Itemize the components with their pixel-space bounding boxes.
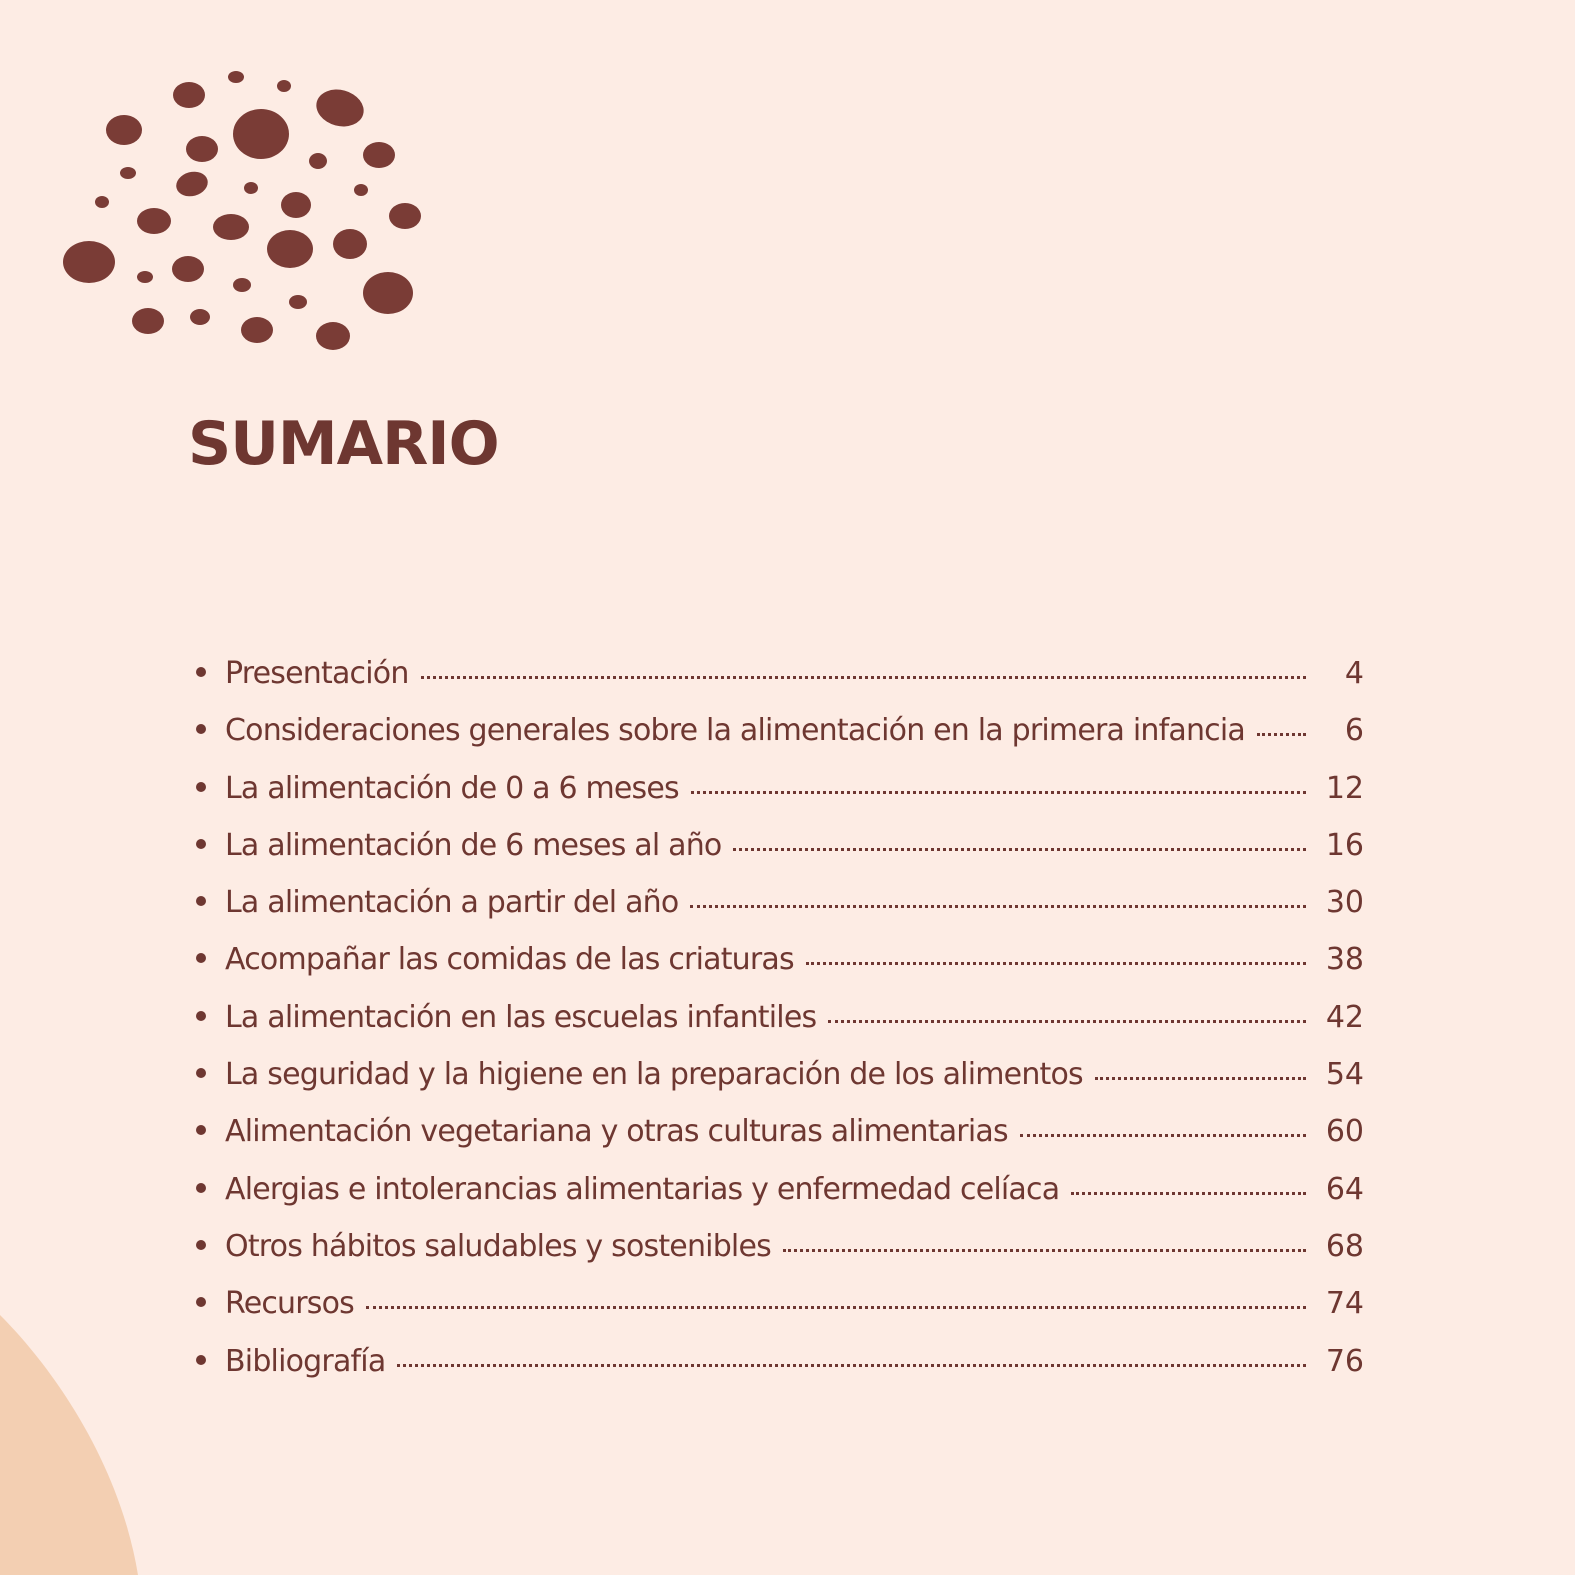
dot-leader — [1257, 733, 1306, 736]
toc-entry — [196, 1286, 1364, 1343]
toc-entry — [196, 1000, 1364, 1057]
toc-entry — [196, 885, 1364, 942]
dot-leader — [1095, 1077, 1306, 1080]
toc-entry — [196, 828, 1364, 885]
toc-entry-page-number: 68 — [1325, 1228, 1364, 1264]
toc-entry-page-number: 30 — [1325, 885, 1364, 921]
bullet-icon — [196, 782, 206, 792]
toc-entry-label: La alimentación en las escuelas infantiles — [225, 999, 817, 1035]
bullet-icon — [196, 1183, 206, 1193]
dot-leader — [1020, 1134, 1306, 1137]
toc-entry — [196, 656, 1364, 713]
bullet-icon — [196, 1011, 206, 1021]
toc-entry — [196, 1057, 1364, 1114]
toc-entry-label: Acompañar las comidas de las criaturas — [225, 942, 794, 978]
dot-leader — [828, 1020, 1306, 1023]
bullet-icon — [196, 1355, 206, 1365]
toc-entry — [196, 1344, 1364, 1401]
bullet-icon — [196, 839, 206, 849]
bullet-icon — [196, 667, 206, 677]
bullet-icon — [196, 1068, 206, 1078]
dot-leader — [366, 1306, 1306, 1309]
toc-entry-page-number: 54 — [1325, 1057, 1364, 1093]
toc-entry-page-number: 64 — [1325, 1171, 1364, 1207]
toc-entry-label: La seguridad y la higiene en la preparación de los alimentos — [225, 1057, 1083, 1093]
dot-leader — [397, 1364, 1306, 1367]
dot-leader — [421, 676, 1306, 679]
table-of-contents — [196, 656, 1364, 1401]
toc-entry-label: La alimentación de 6 meses al año — [225, 827, 722, 863]
toc-entry-page-number: 16 — [1325, 827, 1364, 863]
toc-entry-page-number: 76 — [1325, 1343, 1364, 1379]
toc-entry-page-number: 60 — [1325, 1114, 1364, 1150]
toc-entry — [196, 771, 1364, 828]
page-title: SUMARIO — [188, 409, 499, 479]
toc-entry — [196, 1172, 1364, 1229]
toc-entry-page-number: 6 — [1344, 713, 1364, 749]
dot-leader — [690, 905, 1306, 908]
dot-leader — [733, 848, 1306, 851]
toc-entry-page-number: 12 — [1325, 770, 1364, 806]
bullet-icon — [196, 953, 206, 963]
toc-entry-label: Recursos — [225, 1286, 355, 1322]
bullet-icon — [196, 1240, 206, 1250]
peach-curve-shape — [0, 1315, 160, 1575]
dot-cluster-graphic — [0, 0, 460, 380]
bullet-icon — [196, 724, 206, 734]
toc-entry — [196, 1229, 1364, 1286]
toc-entry — [196, 713, 1364, 770]
toc-entry — [196, 1114, 1364, 1171]
dot-leader — [691, 791, 1306, 794]
toc-entry-label: Otros hábitos saludables y sostenibles — [225, 1228, 771, 1264]
toc-entry-label: Alimentación vegetariana y otras culturas alimentarias — [225, 1114, 1008, 1150]
toc-entry — [196, 942, 1364, 999]
toc-entry-label: Consideraciones generales sobre la alimentación en la primera infancia — [225, 713, 1245, 749]
bullet-icon — [196, 896, 206, 906]
dot-leader — [783, 1249, 1306, 1252]
bullet-icon — [196, 1125, 206, 1135]
toc-entry-label: Presentación — [225, 656, 409, 691]
toc-entry-page-number: 4 — [1344, 656, 1364, 691]
toc-entry-page-number: 38 — [1325, 942, 1364, 978]
bullet-icon — [196, 1297, 206, 1307]
dot-leader — [806, 962, 1306, 965]
toc-entry-page-number: 74 — [1325, 1286, 1364, 1322]
toc-entry-label: La alimentación a partir del año — [225, 885, 679, 921]
toc-entry-page-number: 42 — [1325, 999, 1364, 1035]
toc-entry-label: Alergias e intolerancias alimentarias y enfermedad celíaca — [225, 1171, 1060, 1207]
toc-entry-label: Bibliografía — [225, 1343, 386, 1379]
dot-leader — [1071, 1192, 1306, 1195]
toc-entry-label: La alimentación de 0 a 6 meses — [225, 770, 679, 806]
